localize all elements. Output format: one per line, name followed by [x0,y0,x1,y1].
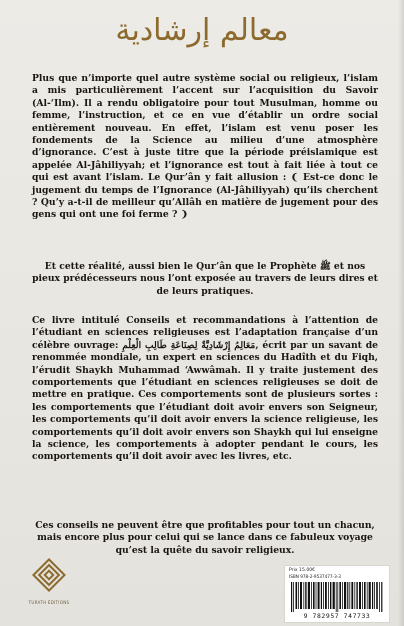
page-edge-shadow [398,0,404,626]
paragraph-reality-start: Et cette réalité, aussi bien le Qur’ân que le Prophète [44,261,317,272]
honorific-glyph: ﷺ [319,262,331,272]
barcode-number: 9 782957 747733 [303,612,371,620]
price-text: Prix 15.00€ [289,568,316,573]
isbn-text: ISBN 978-2-9537477-3-3 [289,574,341,579]
publisher-logo-icon [29,558,69,618]
publisher-name: TURATH ÉDITIONS [28,600,70,605]
arabic-title: معالم إرشادية [115,13,289,48]
paragraph-intro: Plus que n’importe quel autre système social ou religieux, l’islam a mis particulièrement l’accent sur l’acquisition du Savoir (Al-‘Ilm). Il a rendu obligatoire pour tout Musulman, homme ou femme, l’instruction, et ce en vue d’établir un ordre social entièrement nouveau. En effet, l’islam est venu poser les fondements de la Science au milieu d’une atmosphère d’ignorance. C’est à juste titre que la période préislamique est appelée Al-Jâhiliyyah; et l’ignorance est tout à fait liée à tout ce qui est avant l’islam. Le Qur’ân y fait allusion : ❨ Est-ce donc le jugement du temps de l’Ignorance (Al-Jâhiliyyah) qu’ils cherchent ? Qu’y a-t-il de meilleur qu’Allâh en matière de jugement pour des gens qui ont une foi ferme ? ❩ [32,73,378,221]
barcode-icon [291,582,383,612]
paragraph-closing: Ces conseils ne peuvent être que profitables pour tout un chacun, mais encore plus pour celui qui se lance dans ce fabuleux voyage qu’est la quête du savoir religieux. [35,520,375,556]
paragraph-book-description: Ce livre intitulé Conseils et recommandations à l’attention de l’étudiant en sciences religieuses est l’adaptation française d’un célèbre ouvrage: مَعَالِمُ إِرْشَادِيَّةٌ لِصِنَاعَةِ طَالِبِ الْعِلْمِ, écrit par un savant de renommée mondiale, un expert en sciences du Hadîth et du Fiqh, l’érudit Shaykh Muhammad ‘Awwâmah. Il y traite justement des comportements que l’étudiant en sciences religieuses se doit de mettre en pratique. Ces comportements sont de plusieurs sortes : les comportements que l’étudiant doit avoir envers son Seigneur, les comportements qu’il doit avoir envers la science religieuse, les comportements qu’il doit avoir envers son Shaykh qui lui enseigne la science, les comportements à adopter pendant le cours, les comportements qu’il doit avoir avec les livres, etc. [32,315,378,463]
barcode-label [284,565,390,623]
paragraph-reality [32,261,378,298]
paragraph-reality-end: et nos pieux prédécesseurs nous l’ont exposée au travers de leurs dires et de leurs pratiques. [32,261,378,297]
